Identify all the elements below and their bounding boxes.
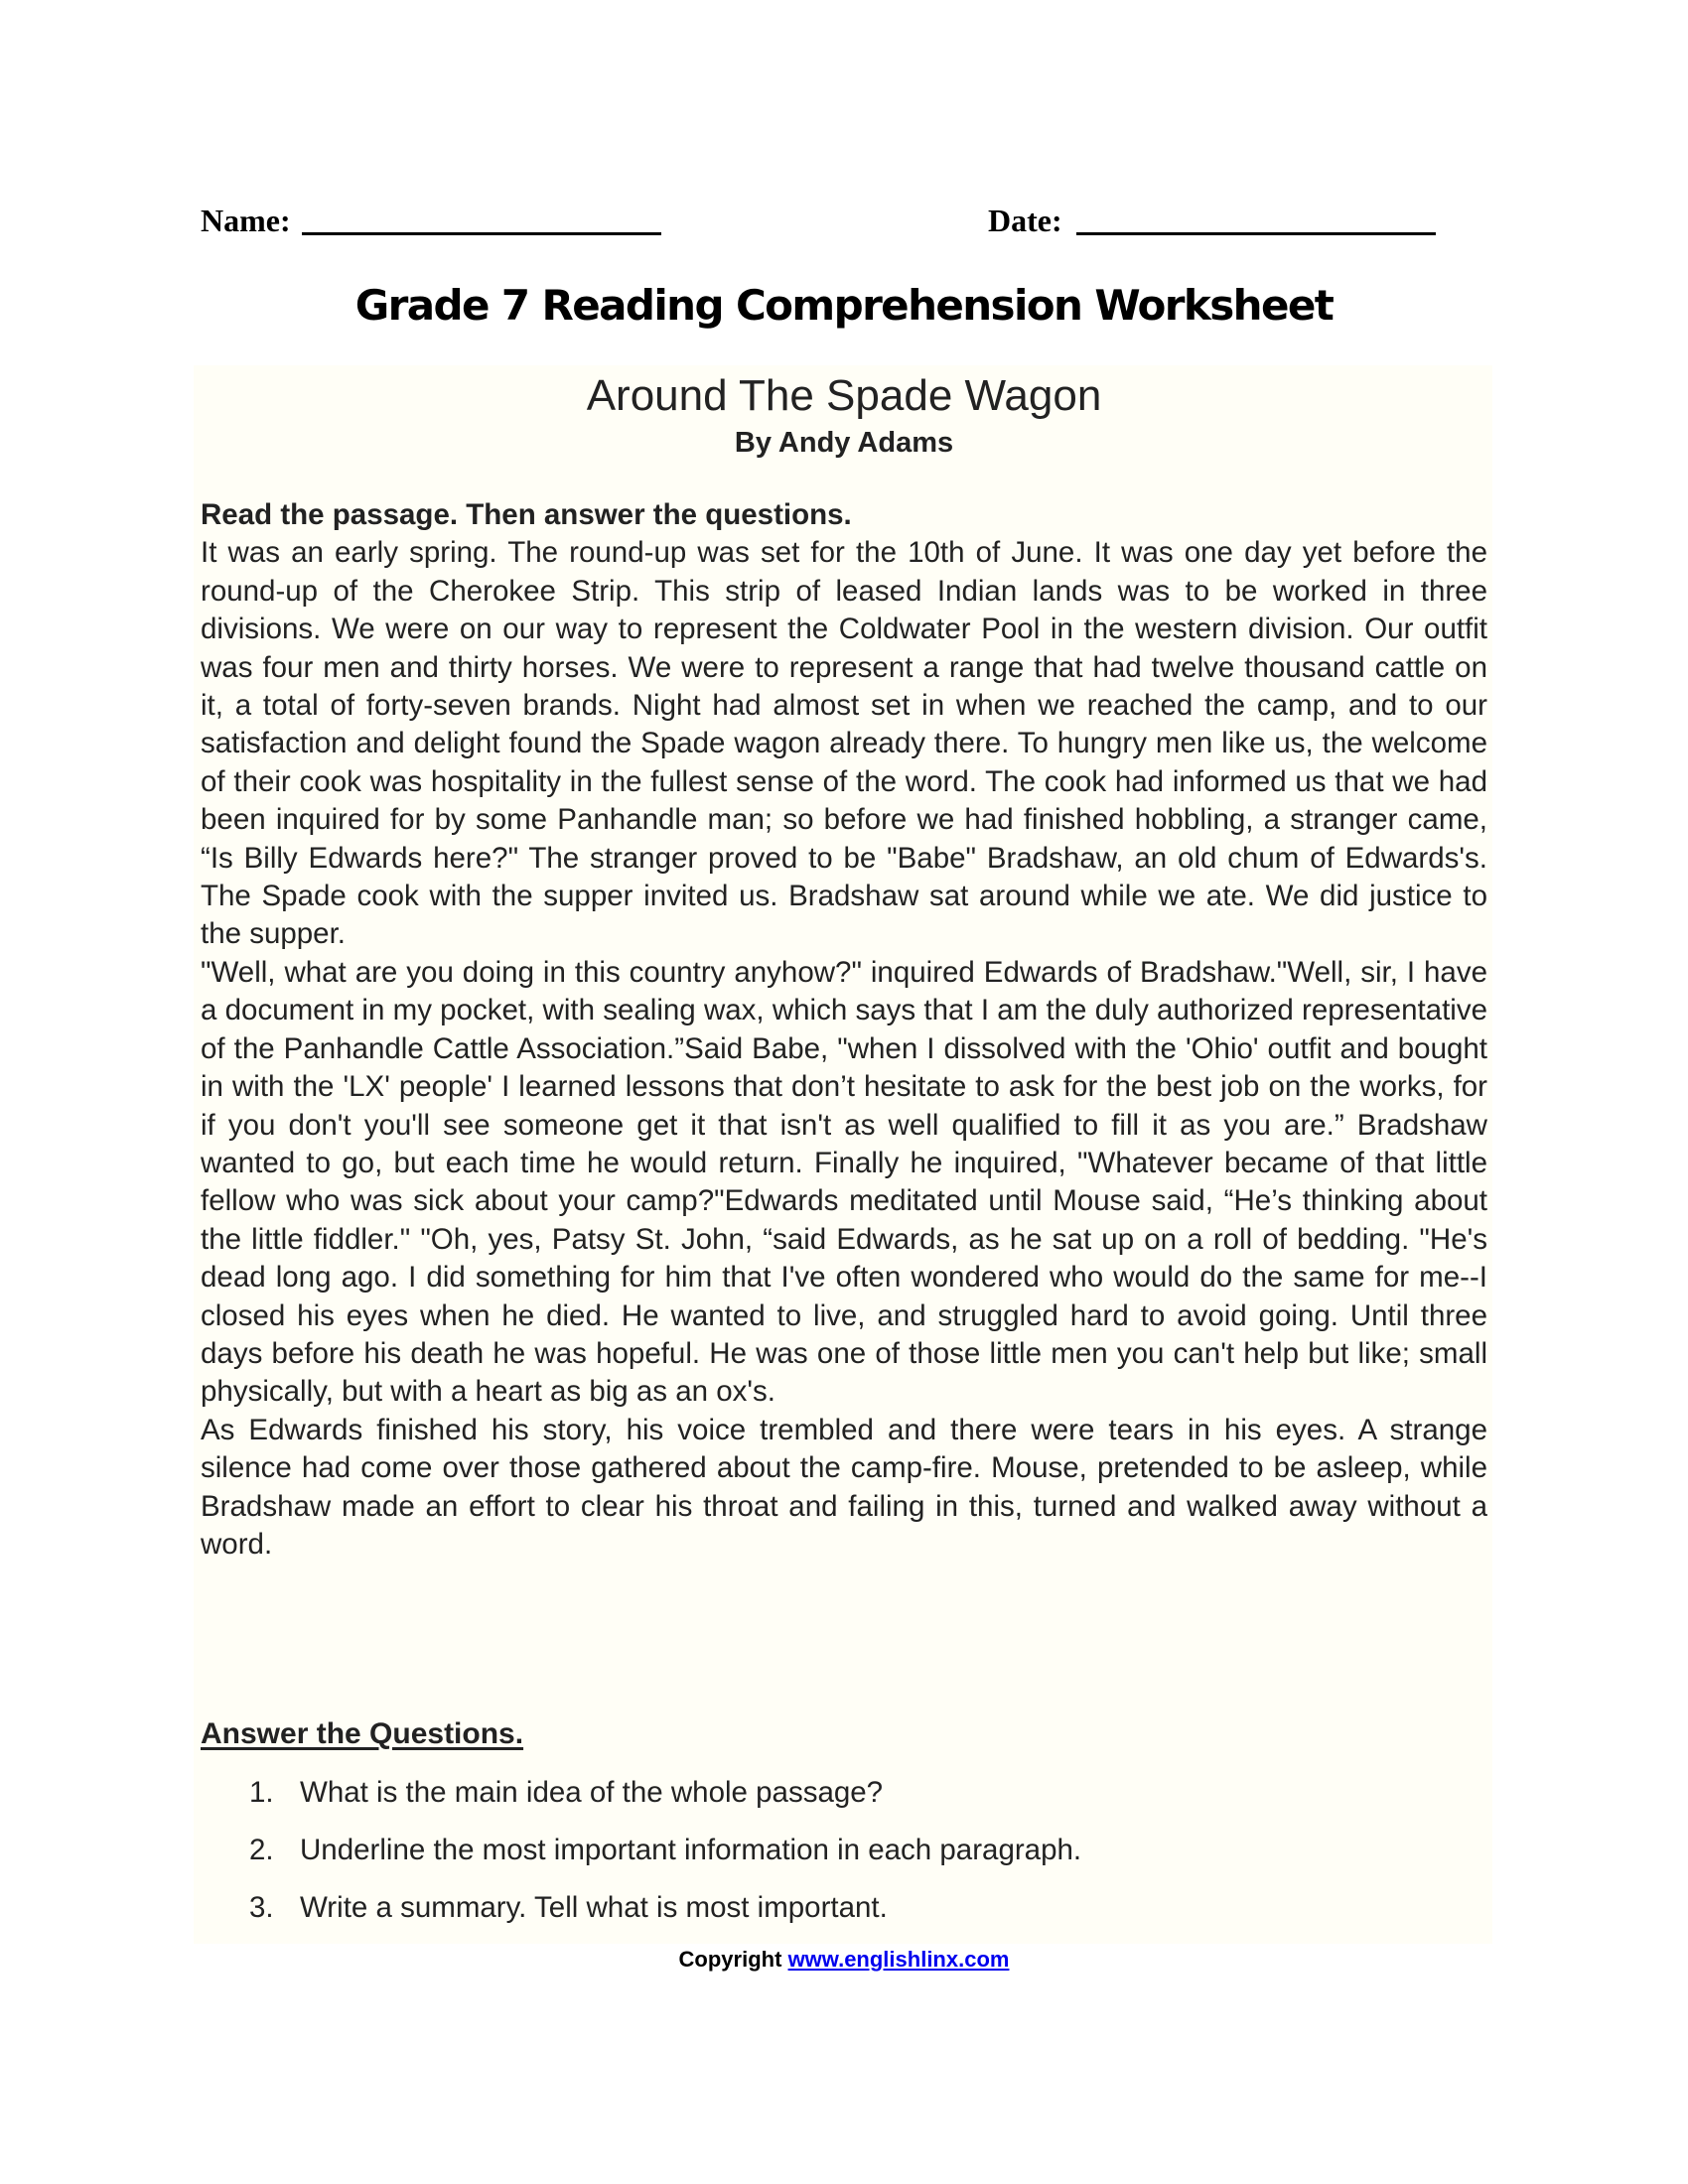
question-item	[249, 1889, 888, 1927]
date-label: Date:	[988, 203, 1062, 238]
question-text: Write a summary. Tell what is most important.	[300, 1891, 888, 1924]
question-number: 2.	[249, 1834, 274, 1866]
englishlinx-link[interactable]: www.englishlinx.com	[787, 1947, 1010, 1972]
passage	[201, 496, 1487, 1564]
question-text: What is the main idea of the whole passage?	[300, 1776, 884, 1809]
name-label: Name:	[201, 203, 291, 238]
question-text: Underline the most important information in each paragraph.	[300, 1834, 1082, 1866]
question-item	[249, 1774, 883, 1812]
passage-paragraph-3: As Edwards finished his story, his voice trembled and there were tears in his eyes. A strange silence had come over those gathered about the camp-fire. Mouse, pretended to be asleep, while Bradshaw made an effort to clear his throat and failing in this, turned and walked away without a word.	[201, 1413, 1487, 1561]
question-number: 1.	[249, 1776, 274, 1809]
copyright-label: Copyright	[678, 1947, 782, 1972]
passage-paragraph-2: "Well, what are you doing in this country anyhow?" inquired Edwards of Bradshaw."Well, sir, I have a document in my pocket, with sealing wax, which says that I am the duly authorized representative of the Panhandle Cattle Association.”Said Babe, "when I dissolved with the 'Ohio' outfit and bought in with the 'LX' people' I learned lessons that don’t hesitate to ask for the best job on the works, for if you don't you'll see someone get it that isn't as well qualified to fill it as you are.” Bradshaw wanted to go, but each time he would return. Finally he inquired, "Whatever became of that little fellow who was sick about your camp?"Edwards meditated until Mouse said, “He’s thinking about the little fiddler." "Oh, yes, Patsy St. John, “said Edwards, as he sat up on a roll of bedding. "He's dead long ago. I did something for him that I've often wondered who would do the same for me--I closed his eyes when he died. He wanted to live, and struggled hard to avoid going. Until three days before his death he was hopeful. He was one of those little men you can't help but like; small physically, but with a heart as big as an ox's.	[201, 955, 1487, 1409]
answer-questions-heading: Answer the Questions.	[201, 1717, 524, 1750]
name-field[interactable]	[302, 232, 661, 235]
instructions: Read the passage. Then answer the questions.	[201, 498, 852, 531]
worksheet-title: Grade 7 Reading Comprehension Worksheet	[354, 281, 1334, 330]
story-author: By Andy Adams	[734, 427, 954, 459]
date-field[interactable]	[1076, 232, 1436, 235]
passage-paragraph-1: It was an early spring. The round-up was set for the 10th of June. It was one day yet before the round-up of the Cherokee Strip. This strip of leased Indian lands was to be worked in three divisions. We were on our way to represent the Coldwater Pool in the western division. Our outfit was four men and thirty horses. We were to represent a range that had twelve thousand cattle on it, a total of forty-seven brands. Night had almost set in when we reached the camp, and to our satisfaction and delight found the Spade wagon already there. To hungry men like us, the welcome of their cook was hospitality in the fullest sense of the word. The cook had informed us that we had been inquired for by some Panhandle man; so before we had finished hobbling, a stranger came, “Is Billy Edwards here?" The stranger proved to be "Babe" Bradshaw, an old chum of Edwards's. The Spade cook with the supper invited us. Bradshaw sat around while we ate. We did justice to the supper.	[201, 536, 1487, 951]
question-number: 3.	[249, 1891, 274, 1924]
question-item	[249, 1832, 1081, 1869]
footer	[0, 1947, 1688, 1973]
story-title: Around The Spade Wagon	[586, 371, 1102, 420]
